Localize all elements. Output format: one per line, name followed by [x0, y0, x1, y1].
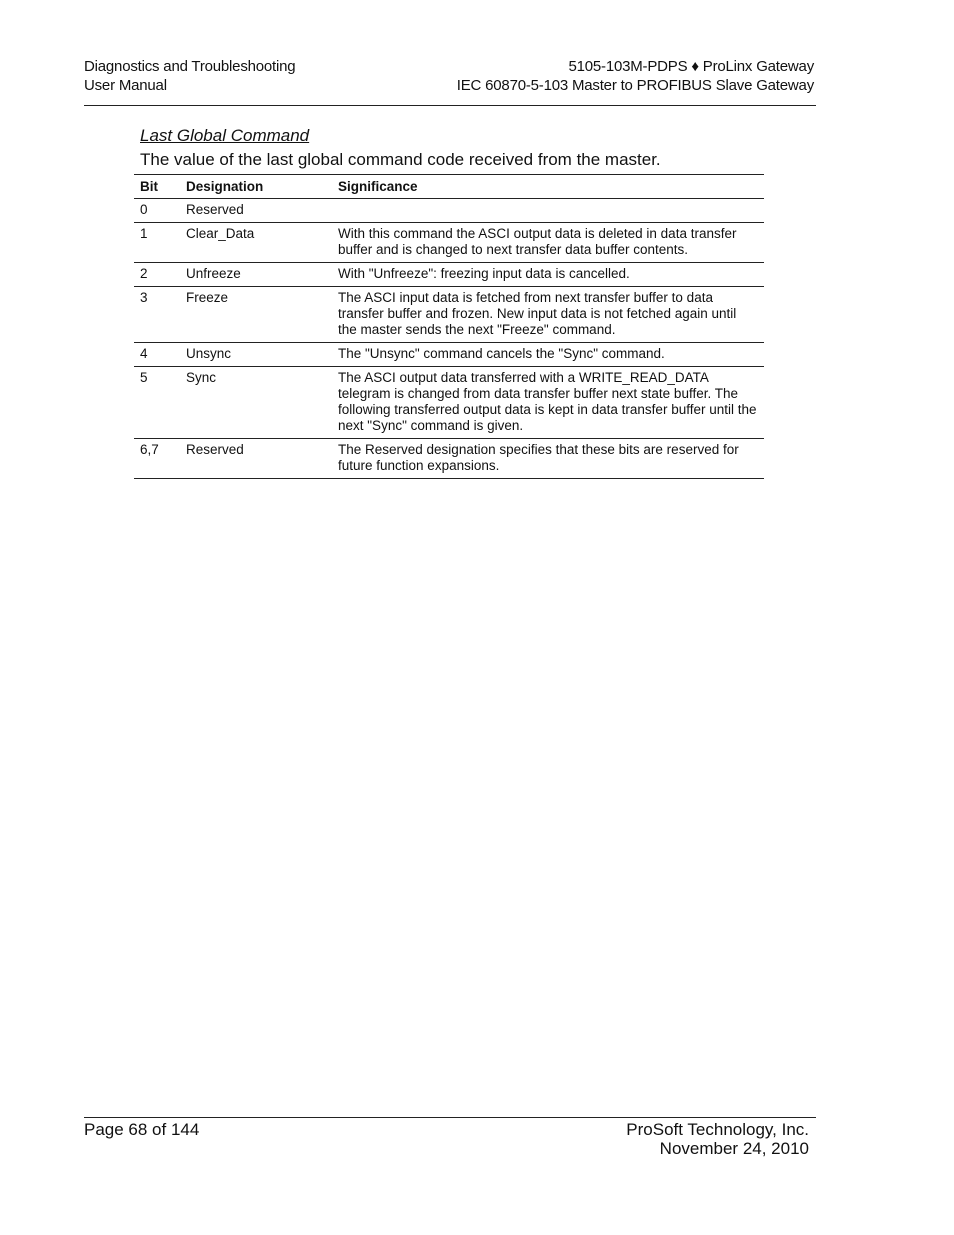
- table-row: [134, 223, 764, 263]
- cell-significance: With this command the ASCI output data is deleted in data transfer buffer and is changed to next transfer data buffer contents.: [332, 223, 764, 263]
- column-header-designation: Designation: [180, 175, 332, 199]
- cell-bit: 5: [134, 367, 180, 439]
- cell-bit: 4: [134, 343, 180, 367]
- cell-designation: Reserved: [180, 439, 332, 479]
- column-header-significance: Significance: [332, 175, 764, 199]
- page-number: Page 68 of 144: [84, 1120, 200, 1139]
- cell-designation: Unfreeze: [180, 263, 332, 287]
- cell-bit: 0: [134, 199, 180, 223]
- cell-designation: Reserved: [180, 199, 332, 223]
- footer-date: November 24, 2010: [659, 1139, 809, 1158]
- header-left: [84, 57, 295, 95]
- column-header-bit: Bit: [134, 175, 180, 199]
- header-right: [457, 57, 814, 95]
- table-row: [134, 199, 764, 223]
- cell-bit: 2: [134, 263, 180, 287]
- table-row: [134, 263, 764, 287]
- header-divider: [84, 105, 816, 106]
- table-row: [134, 367, 764, 439]
- cell-designation: Sync: [180, 367, 332, 439]
- bit-table: [134, 174, 764, 479]
- header-product-desc: IEC 60870-5-103 Master to PROFIBUS Slave Gateway: [456, 77, 814, 94]
- table-header-row: [134, 175, 764, 199]
- cell-bit: 1: [134, 223, 180, 263]
- cell-bit: 6,7: [134, 439, 180, 479]
- cell-significance: The ASCI input data is fetched from next transfer buffer to data transfer buffer and frozen. New input data is not fetched again until the master sends the next "Freeze" command.: [332, 287, 764, 343]
- cell-bit: 3: [134, 287, 180, 343]
- footer-right: [626, 1120, 809, 1158]
- cell-significance: The "Unsync" command cancels the "Sync" command.: [332, 343, 764, 367]
- header-chapter: Diagnostics and Troubleshooting: [84, 58, 296, 75]
- table-row: [134, 287, 764, 343]
- table-row: [134, 439, 764, 479]
- cell-designation: Clear_Data: [180, 223, 332, 263]
- cell-significance: [332, 199, 764, 223]
- cell-designation: Freeze: [180, 287, 332, 343]
- cell-significance: The ASCI output data transferred with a WRITE_READ_DATA telegram is changed from data transfer buffer next state buffer. The following transferred output data is kept in data transfer buffer until the next "Sync" command is given.: [332, 367, 764, 439]
- table-row: [134, 343, 764, 367]
- header-doc-type: User Manual: [84, 77, 167, 94]
- cell-significance: With "Unfreeze": freezing input data is cancelled.: [332, 263, 764, 287]
- header-product: 5105-103M-PDPS ♦ ProLinx Gateway: [568, 58, 814, 75]
- section-description: The value of the last global command code received from the master.: [140, 150, 661, 169]
- section-title: Last Global Command: [140, 126, 310, 145]
- cell-significance: The Reserved designation specifies that these bits are reserved for future function expansions.: [332, 439, 764, 479]
- footer-company: ProSoft Technology, Inc.: [626, 1120, 809, 1139]
- cell-designation: Unsync: [180, 343, 332, 367]
- footer-divider: [84, 1117, 816, 1118]
